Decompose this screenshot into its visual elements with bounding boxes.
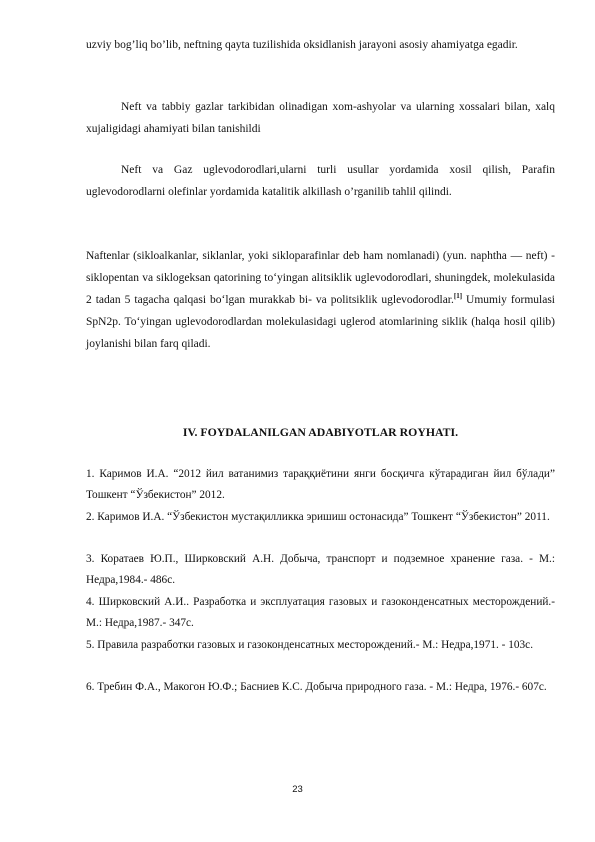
- paragraph-hydrocarbons: Neft va Gaz uglevodorodlari,ularni turli usullar yordamida xosil qilish, Parafin uglevodorodlarni olefinlar yordamida katalitik alkillash o’rganilib tahlil qilindi.: [86, 164, 555, 198]
- paragraph-oxidation: uzviy bog’liq bo’lib, neftning qayta tuzilishida oksidlanish jarayoni asosiy ahamiyatga egadir.: [86, 39, 518, 51]
- reference-item-4: 4. Ширковский А.И.. Разработка и эксплуатация газовых и газоконденсатных месторождений.- М.: Недра,1987.- 347с.: [86, 596, 555, 629]
- paragraph-raw-materials: Neft va tabbiy gazlar tarkibidan olinadigan xom-ashyolar va ularning xossalari bilan, xalq xujaligidagi ahamiyati bilan tanishildi: [86, 101, 555, 135]
- references-heading: IV. FOYDALANILGAN ADABIYOTLAR ROYHATI.: [182, 425, 459, 439]
- reference-item-6: 6. Требин Ф.А., Макогон Ю.Ф.; Басниев К.С. Добыча природного газа. - М.: Недра, 1976.- 607с.: [86, 681, 547, 693]
- page-number: 23: [292, 784, 303, 795]
- reference-item-2: 2. Каримов И.А. “Ўзбекистон мустақилликка эришиш остонасида” Тошкент “Ўзбекистон” 2011.: [86, 511, 550, 523]
- paragraph-naphthenes: [86, 245, 555, 355]
- reference-item-5: 5. Правила разработки газовых и газоконденсатных месторождений.- М.: Недра,1971. - 103с.: [86, 639, 534, 651]
- naphthenes-text-tail: Umumiy formulasi SpN2p. To‘yingan uglevodorodlardan molekulasidagi uglerod atomlarining siklik (halqa hosil qilib) joylanishi bilan farq qiladi.: [86, 294, 555, 350]
- naphthenes-text: Naftenlar (sikloalkanlar, siklanlar, yoki sikloparafinlar deb ham nomlanadi) (yun. naphtha — neft) - siklopentan va siklogeksan qatorining to‘yingan alitsiklik uglevodorodlari, shuningdek, molekulasida 2 tadan 5 tagacha qalqasi bo‘lgan murakkab bi- va politsiklik uglevodorodlar.: [86, 250, 555, 306]
- reference-item-3: 3. Коратаев Ю.П., Ширковский А.Н. Добыча, транспорт и подземное хранение газа. - М.: Недра,1984.- 486с.: [86, 553, 555, 586]
- reference-item-1: 1. Каримов И.А. “2012 йил ватанимиз тараққиётини янги босқичга кўтарадиган йил бўлади” Тошкент “Ўзбекистон” 2012.: [86, 468, 555, 501]
- footnote-marker[interactable]: [1]: [453, 292, 463, 301]
